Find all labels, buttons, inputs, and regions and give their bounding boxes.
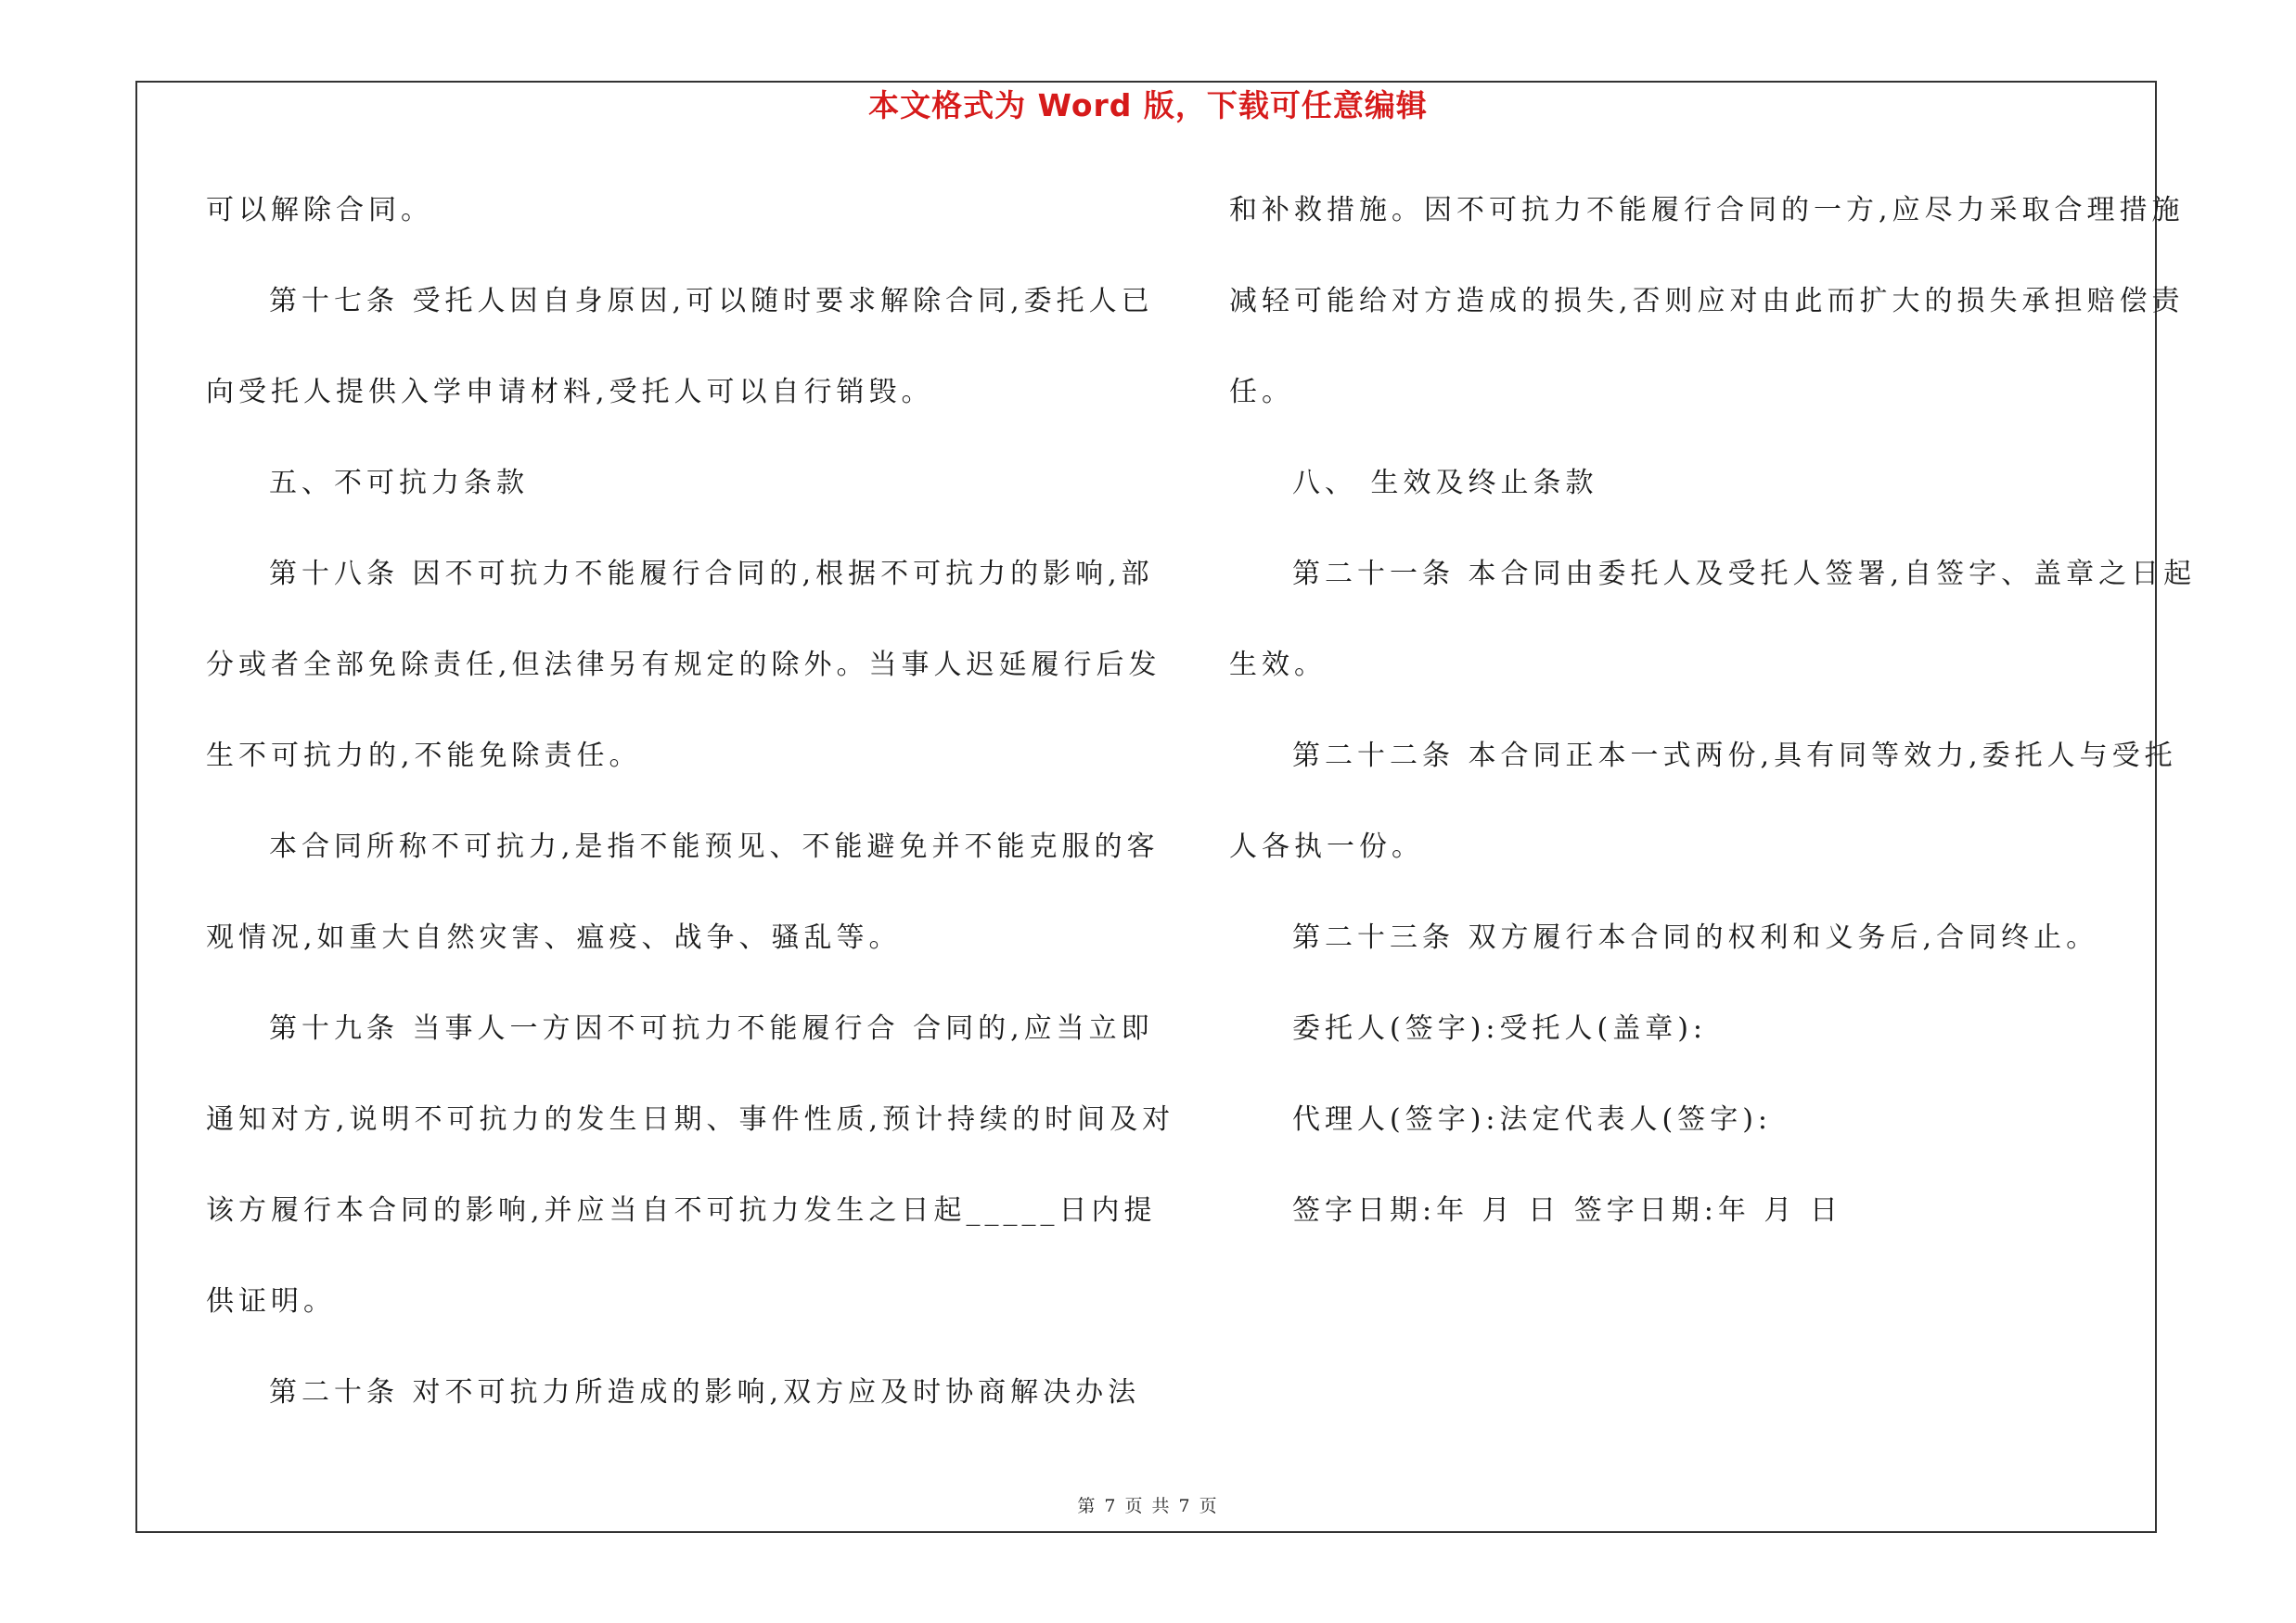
page-number-footer: 第 7 页 共 7 页 — [1077, 1496, 1219, 1516]
text-line: 第二十一条 本合同由委托人及受托人签署,自签字、盖章之日起 — [1292, 558, 2197, 590]
text-line: 第十七条 受托人因自身原因,可以随时要求解除合同,委托人已 — [269, 285, 1154, 317]
text-line: 生效。 — [1229, 649, 1327, 681]
text-line: 委托人(签字):受托人(盖章): — [1292, 1012, 1708, 1045]
right-column — [1229, 183, 2197, 1274]
text-line: 八、 生效及终止条款 — [1292, 467, 1598, 499]
text-line: 五、不可抗力条款 — [269, 467, 529, 499]
text-line: 减轻可能给对方造成的损失,否则应对由此而扩大的损失承担赔偿责 — [1229, 285, 2185, 317]
text-line: 向受托人提供入学申请材料,受托人可以自行销毁。 — [206, 376, 934, 408]
text-line: 供证明。 — [206, 1285, 336, 1318]
format-banner: 本文格式为 Word 版，下载可任意编辑 — [868, 87, 1428, 123]
text-line: 生不可抗力的,不能免除责任。 — [206, 740, 642, 772]
text-line: 签字日期:年 月 日 签字日期:年 月 日 — [1292, 1194, 1842, 1227]
text-line: 分或者全部免除责任,但法律另有规定的除外。当事人迟延履行后发 — [206, 649, 1161, 681]
text-line: 代理人(签字):法定代表人(签字): — [1292, 1103, 1773, 1136]
text-line: 人各执一份。 — [1229, 831, 1424, 863]
text-line: 和补救措施。因不可抗力不能履行合同的一方,应尽力采取合理措施 — [1229, 194, 2185, 226]
left-column — [206, 183, 1175, 1456]
text-line: 可以解除合同。 — [206, 194, 433, 226]
text-line: 第二十条 对不可抗力所造成的影响,双方应及时协商解决办法 — [269, 1376, 1141, 1409]
text-line: 第二十三条 双方履行本合同的权利和义务后,合同终止。 — [1292, 921, 2099, 954]
text-line: 第十九条 当事人一方因不可抗力不能履行合 合同的,应当立即 — [269, 1012, 1154, 1045]
text-line: 第十八条 因不可抗力不能履行合同的,根据不可抗力的影响,部 — [269, 558, 1154, 590]
text-line: 观情况,如重大自然灾害、瘟疫、战争、骚乱等。 — [206, 921, 902, 954]
text-line: 任。 — [1229, 376, 1294, 408]
text-line: 该方履行本合同的影响,并应当自不可抗力发生之日起_____日内提 — [206, 1194, 1157, 1227]
text-line: 第二十二条 本合同正本一式两份,具有同等效力,委托人与受托 — [1292, 740, 2177, 772]
text-line: 本合同所称不可抗力,是指不能预见、不能避免并不能克服的客 — [269, 831, 1160, 863]
text-line: 通知对方,说明不可抗力的发生日期、事件性质,预计持续的时间及对 — [206, 1103, 1175, 1136]
